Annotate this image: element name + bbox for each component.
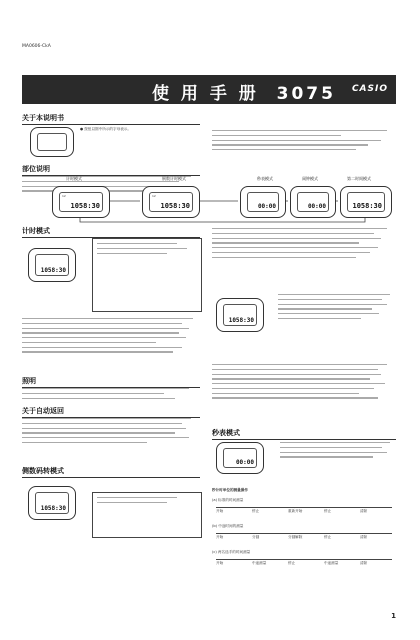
right-col-text-1 bbox=[212, 228, 396, 261]
stopwatch-step: 开始 bbox=[216, 509, 224, 513]
watch-icon bbox=[28, 486, 76, 520]
section-side-switch: 侧数码转模式 bbox=[22, 466, 200, 478]
side-switch-box bbox=[92, 492, 202, 538]
stopwatch-step: 清除 bbox=[360, 535, 368, 539]
stopwatch-step: 分割解除 bbox=[288, 535, 303, 539]
section-general: 部位说明 bbox=[22, 164, 200, 176]
watch-face bbox=[35, 254, 69, 276]
figure-text bbox=[278, 294, 396, 323]
stopwatch-row-label: (c) 两名选手的时间测量 bbox=[212, 550, 251, 554]
timekeeping-figure bbox=[22, 238, 82, 300]
digit-main: 1058:30 bbox=[228, 317, 254, 324]
right-col-text-2 bbox=[212, 364, 396, 402]
brand-logo: CASIO bbox=[351, 84, 388, 94]
digit-main: 1058:30 bbox=[40, 505, 66, 512]
stopwatch-text bbox=[280, 442, 396, 461]
illumination-text bbox=[22, 388, 200, 402]
section-stopwatch: 秒表模式 bbox=[212, 428, 396, 440]
digit-small: 12 bbox=[152, 194, 156, 198]
about-callout: ● 按钮以图中所示的字母表示。 bbox=[80, 127, 131, 131]
model-number: 3075 bbox=[276, 84, 336, 104]
stopwatch-step: 分割 bbox=[252, 535, 260, 539]
box-text bbox=[93, 239, 201, 261]
stopwatch-step: 停止 bbox=[288, 561, 296, 565]
mode-arrows bbox=[22, 176, 396, 224]
stopwatch-step: 停止 bbox=[324, 535, 332, 539]
digit-small: 12 bbox=[62, 194, 66, 198]
digit-main: 00:00 bbox=[307, 203, 326, 210]
dual-time-figure bbox=[212, 290, 396, 360]
stopwatch-row-line bbox=[216, 533, 392, 534]
box-text bbox=[93, 493, 201, 511]
digit-main: 00:00 bbox=[235, 459, 254, 466]
mode-label-timekeeping: 计时模式 bbox=[66, 176, 82, 181]
digit-main: 00:00 bbox=[257, 203, 276, 210]
stopwatch-step: 开始 bbox=[216, 535, 224, 539]
model-code: MA0606-CkA bbox=[22, 44, 51, 49]
watch-face bbox=[37, 133, 67, 151]
section-about: 关于本说明书 bbox=[22, 113, 200, 125]
section-timekeeping: 计时模式 bbox=[22, 226, 200, 238]
watch-icon bbox=[216, 298, 264, 332]
stopwatch-figure bbox=[212, 440, 272, 480]
digit-main: 1058:30 bbox=[352, 202, 382, 210]
digit-main: 1058:30 bbox=[40, 267, 66, 274]
mode-label-alarm: 闹钟模式 bbox=[302, 176, 318, 181]
watch-icon bbox=[30, 127, 74, 157]
mode-label-stopwatch: 秒表模式 bbox=[257, 176, 273, 181]
stopwatch-step: 中途测量 bbox=[252, 561, 267, 565]
right-intro-text bbox=[212, 130, 396, 154]
title-text: 使 用 手 册 bbox=[152, 84, 259, 104]
manual-title bbox=[152, 79, 336, 104]
stopwatch-step: 清除 bbox=[360, 509, 368, 513]
stopwatch-step: 中途测量 bbox=[324, 561, 339, 565]
mode-label-dual: 第二时间模式 bbox=[347, 176, 371, 181]
watch-icon bbox=[28, 248, 76, 282]
page-number: 1 bbox=[391, 612, 396, 620]
arrow-return bbox=[80, 218, 365, 222]
title-bar bbox=[22, 75, 396, 104]
stopwatch-step: 停止 bbox=[324, 509, 332, 513]
section-auto-return: 关于自动返回 bbox=[22, 406, 200, 418]
digit-main: 1058:30 bbox=[160, 202, 190, 210]
stopwatch-row-label: (a) 标准的时间测量 bbox=[212, 498, 244, 502]
timekeeping-setting-box bbox=[92, 238, 202, 312]
watch-face bbox=[223, 304, 257, 326]
side-switch-figure bbox=[22, 478, 82, 536]
timekeeping-text bbox=[22, 318, 200, 356]
about-figure bbox=[30, 127, 74, 157]
stopwatch-step: 停止 bbox=[252, 509, 260, 513]
digit-main: 1058:30 bbox=[70, 202, 100, 210]
watch-icon bbox=[216, 442, 264, 474]
stopwatch-step: 开始 bbox=[216, 561, 224, 565]
watch-face bbox=[35, 492, 69, 514]
stopwatch-row-line bbox=[216, 559, 392, 560]
mode-label-countdown: 倒数计时模式 bbox=[162, 176, 186, 181]
stopwatch-chart bbox=[212, 498, 396, 578]
stopwatch-step: 重新开始 bbox=[288, 509, 303, 513]
stopwatch-chart-header: 秒计时单位的测量操作 bbox=[212, 488, 248, 492]
mode-flow bbox=[22, 176, 396, 224]
section-illumination: 照明 bbox=[22, 376, 200, 388]
stopwatch-row-line bbox=[216, 507, 392, 508]
stopwatch-row-label: (b) 中途时间的测量 bbox=[212, 524, 244, 528]
watch-face bbox=[223, 448, 257, 468]
auto-return-text bbox=[22, 418, 200, 447]
stopwatch-step: 清除 bbox=[360, 561, 368, 565]
